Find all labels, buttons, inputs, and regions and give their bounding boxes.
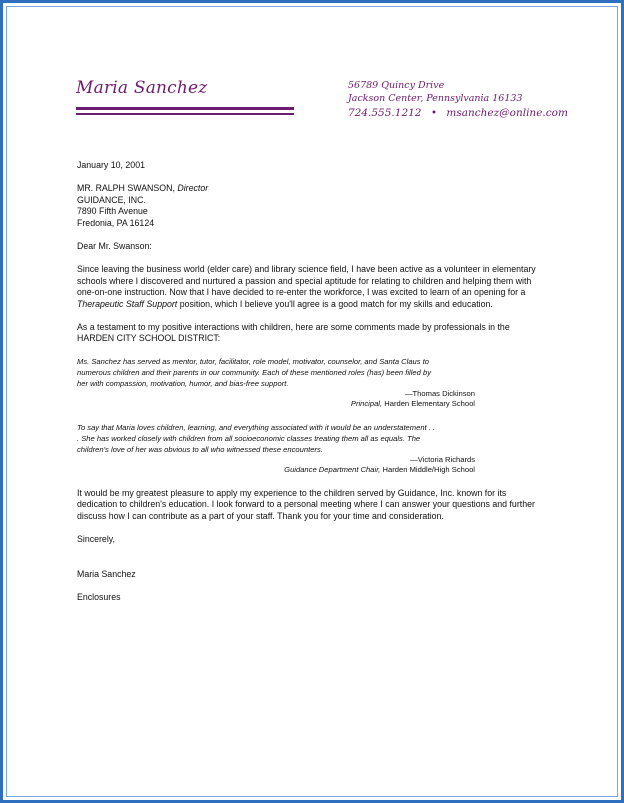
quote-attribution (77, 389, 475, 410)
bullet-separator: • (430, 107, 438, 119)
quote-block (77, 356, 537, 410)
quote-block (77, 422, 537, 476)
address-line-1: 56789 Quincy Drive (348, 80, 445, 91)
paragraph-intro: Since leaving the business world (elder care) and library science field, I have been active as a volunteer in elementary schools where I discovered and nurtured a passion and special aptitude for relating to children and helping them with one-on-one instruction. Now that I have decided to re-enter the workforce, I was excited to learn of an opening for a Therapeutic Staff Support position, which I believe you'll agree is a good match for my skills and education. (77, 264, 536, 309)
quote-author-org: Harden Elementary School (384, 399, 475, 409)
signature-name: Maria Sanchez (77, 568, 136, 579)
recipient-company: GUIDANCE, INC. (77, 194, 146, 205)
paragraph-closing: It would be my greatest pleasure to apply my experience to the children served by Guidance, Inc. known for its dedication to children's education. I look forward to a personal meeting where I can answer your questions and further discuss how I can contribute as a part of your staff. Thank you for your time and consideration. (77, 487, 535, 521)
contact-line (348, 107, 568, 120)
header-rule-thin (76, 113, 294, 115)
letter-body (77, 160, 537, 603)
letter-date: January 10, 2001 (77, 160, 145, 170)
quote-author-role: Principal, (350, 399, 383, 409)
quote-attribution (77, 455, 475, 476)
quote-text: To say that Maria loves children, learning, and everything associated with it would be an understatement . . . She has worked closely with children from all socioeconomic classes treating them all as equals. The children's love of her was obvious to all who witnessed these encounters. (77, 422, 436, 454)
sender-name: Maria Sanchez (76, 78, 208, 98)
recipient-street: 7890 Fifth Avenue (77, 206, 148, 217)
recipient-city: Fredonia, PA 16124 (77, 217, 155, 228)
enclosures-note: Enclosures (77, 591, 121, 602)
quote-author-role: Guidance Department Chair, (284, 465, 381, 475)
sender-address-block (348, 79, 568, 120)
salutation: Dear Mr. Swanson: (77, 241, 152, 252)
quote-author-org: Harden Middle/High School (382, 465, 475, 475)
phone-number: 724.555.1212 (348, 107, 422, 119)
complimentary-close: Sincerely, (77, 534, 115, 545)
quote-text: Ms. Sanchez has served as mentor, tutor, facilitator, role model, motivator, counselor, and Santa Claus to numerous children and their parents in our community. Each of these mentioned roles (has) been filled by her with compassion, motivation, humor, and bias-free support. (77, 356, 432, 388)
email-address[interactable]: msanchez@online.com (446, 107, 568, 119)
recipient-name: MR. RALPH SWANSON, (77, 183, 175, 194)
header-rule-thick (76, 107, 294, 110)
position-title: Therapeutic Staff Support (77, 298, 178, 309)
recipient-title: Director (177, 183, 209, 194)
quote-author: —Thomas Dickinson (404, 388, 475, 398)
paragraph-testament: As a testament to my positive interactions with children, here are some comments made by professionals in the HARDEN CITY SCHOOL DISTRICT: (77, 322, 510, 344)
recipient-block (77, 183, 537, 229)
quote-author: —Victoria Richards (410, 454, 475, 464)
address-line-2: Jackson Center, Pennsylvania 16133 (348, 93, 523, 104)
